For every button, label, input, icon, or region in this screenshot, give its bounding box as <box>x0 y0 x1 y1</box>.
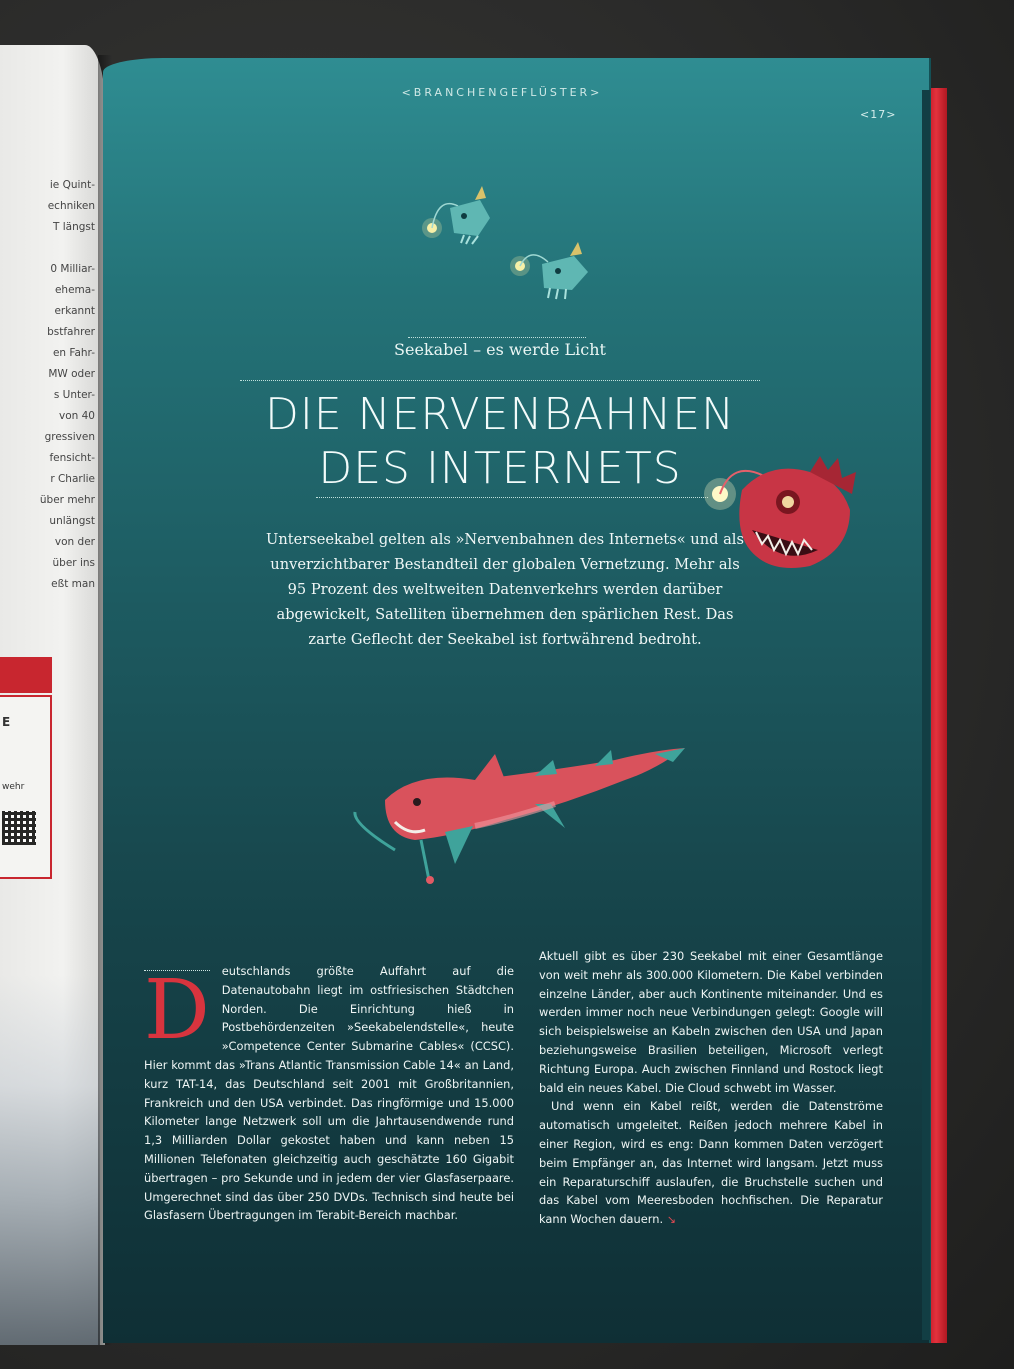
title-line-2: DES INTERNETS <box>318 443 682 494</box>
page-right-strip <box>922 90 930 1340</box>
left-page-text-line: von 40 <box>59 410 95 422</box>
small-anglerfish-2-illustration <box>508 238 598 308</box>
left-page-text-line: echniken <box>47 200 95 212</box>
body-column-1 <box>144 962 514 1225</box>
left-page-text-line <box>40 238 95 259</box>
small-anglerfish-1-illustration <box>420 178 500 248</box>
left-page-red-bar <box>0 657 52 693</box>
left-page <box>0 45 105 1345</box>
left-page-text-line: r Charlie <box>50 473 95 485</box>
end-arrow-icon: ↘ <box>666 1213 676 1227</box>
left-page-text-line: MW oder <box>48 368 95 380</box>
section-header: <BRANCHENGEFLÜSTER> <box>401 86 603 99</box>
column-1-text: eutschlands größte Auffahrt auf die Datenautobahn liegt im ostfriesischen Städtchen Norden. Die Einrichtung hieß in Postbehördenzeiten »Seekabelendstelle«, heute »Competence Center Submarine Cables« (CCSC). Hier kommt das »Trans Atlantic Transmission Cable 14« an Land, kurz TAT-14, das Deutschland seit 2001 mit Großbritannien, Frankreich und den USA verbindet. Das ringförmige und 15.000 Kilometer lange Netzwerk soll um die Jahrtausendwende rund 1,3 Milliarden Dollar gekostet haben und kann neben 15 Millionen Telefonaten gleichzeitig auch geschätzte 160 Gigabit übertragen – pro Sekunde und in jedem der vier Glasfaserpaare. Umgerechnet sind das über 250 DVDs. Technisch sind heute bei Glasfasern Übertragungen im Terabit-Bereich machbar. <box>144 964 514 1223</box>
left-page-text-line: erkannt <box>54 305 95 317</box>
article-kicker: Seekabel – es werde Licht <box>394 340 606 359</box>
kicker-rule-bottom <box>240 380 760 381</box>
page-stack-edge <box>929 88 947 1343</box>
forest-illustration <box>0 975 100 1345</box>
kicker-rule-top <box>408 337 586 338</box>
left-page-text-line: s Unter- <box>53 389 95 401</box>
left-page-text-line: bstfahrer <box>47 326 95 338</box>
left-page-text-line: 0 Milliar- <box>50 263 95 275</box>
left-box-heading: E <box>2 715 11 729</box>
left-page-text-line: gressiven <box>44 431 95 443</box>
left-page-text-line: von der <box>54 536 95 548</box>
qr-code-icon <box>2 811 36 845</box>
left-page-text-line: eßt man <box>51 578 95 590</box>
article-lead: Unterseekabel gelten als »Nervenbahnen des Internets« und als unverzichtbarer Bestandteil der globalen Vernetzung. Mehr als 95 Prozent des weltweiten Datenverkehrs werden darüber abgewickelt, Satelliten übernehmen den spärlichen Rest. Das zarte Geflecht der Seekabel ist fortwährend bedroht. <box>266 531 744 648</box>
body-column-2 <box>539 947 883 1230</box>
left-page-info-box <box>0 695 52 879</box>
left-page-text-a <box>40 175 95 595</box>
column-2-paragraph-2 <box>539 1097 883 1230</box>
title-line-1: DIE NERVENBAHNEN <box>265 389 735 440</box>
left-page-text-line: über ins <box>52 557 95 569</box>
shark-illustration <box>355 740 695 900</box>
left-page-text-line: über mehr <box>39 494 95 506</box>
left-box-footer: wehr <box>2 782 25 792</box>
column-2-paragraph-1: Aktuell gibt es über 230 Seekabel mit einer Gesamtlänge von weit mehr als 300.000 Kilometern. Die Kabel verbinden einzelne Länder, aber auch Kontinente miteinander. Und es werden immer noch neue Verbindungen gelegt: Google will sich beispielsweise an Kabeln zwischen den USA und Japan beziehungsweise Brasilien beteiligen, Microsoft verlegt Richtung Europa. Auch zwischen Finnland und Rostock liegt bald ein neues Kabel. Die Cloud schwebt im Wasser. <box>539 949 883 1095</box>
left-page-text-line: fensicht- <box>49 452 95 464</box>
left-page-text-line: T längst <box>52 221 95 233</box>
left-page-text-line: en Fahr- <box>52 347 95 359</box>
column-2-paragraph-2-text: Und wenn ein Kabel reißt, werden die Datenströme automatisch umgeleitet. Reißen jedoch mehrere Kabel in einer Region, wird es eng: Dann kommen Daten verzögert beim Empfänger an, das Internet wird langsam. Jetzt muss ein Reparaturschiff auslaufen, die Bruchstelle suchen und das Kabel vom Meeresboden hochfischen. Die Reparatur kann Wochen dauern. <box>539 1099 883 1227</box>
left-page-text-line: ehema- <box>54 284 95 296</box>
left-page-text-line: ie Quint- <box>49 179 95 191</box>
drop-cap: D <box>144 963 210 1058</box>
title-rule-bottom <box>316 497 708 498</box>
page-number: <17> <box>860 108 897 121</box>
left-page-text-line: unlängst <box>49 515 95 527</box>
